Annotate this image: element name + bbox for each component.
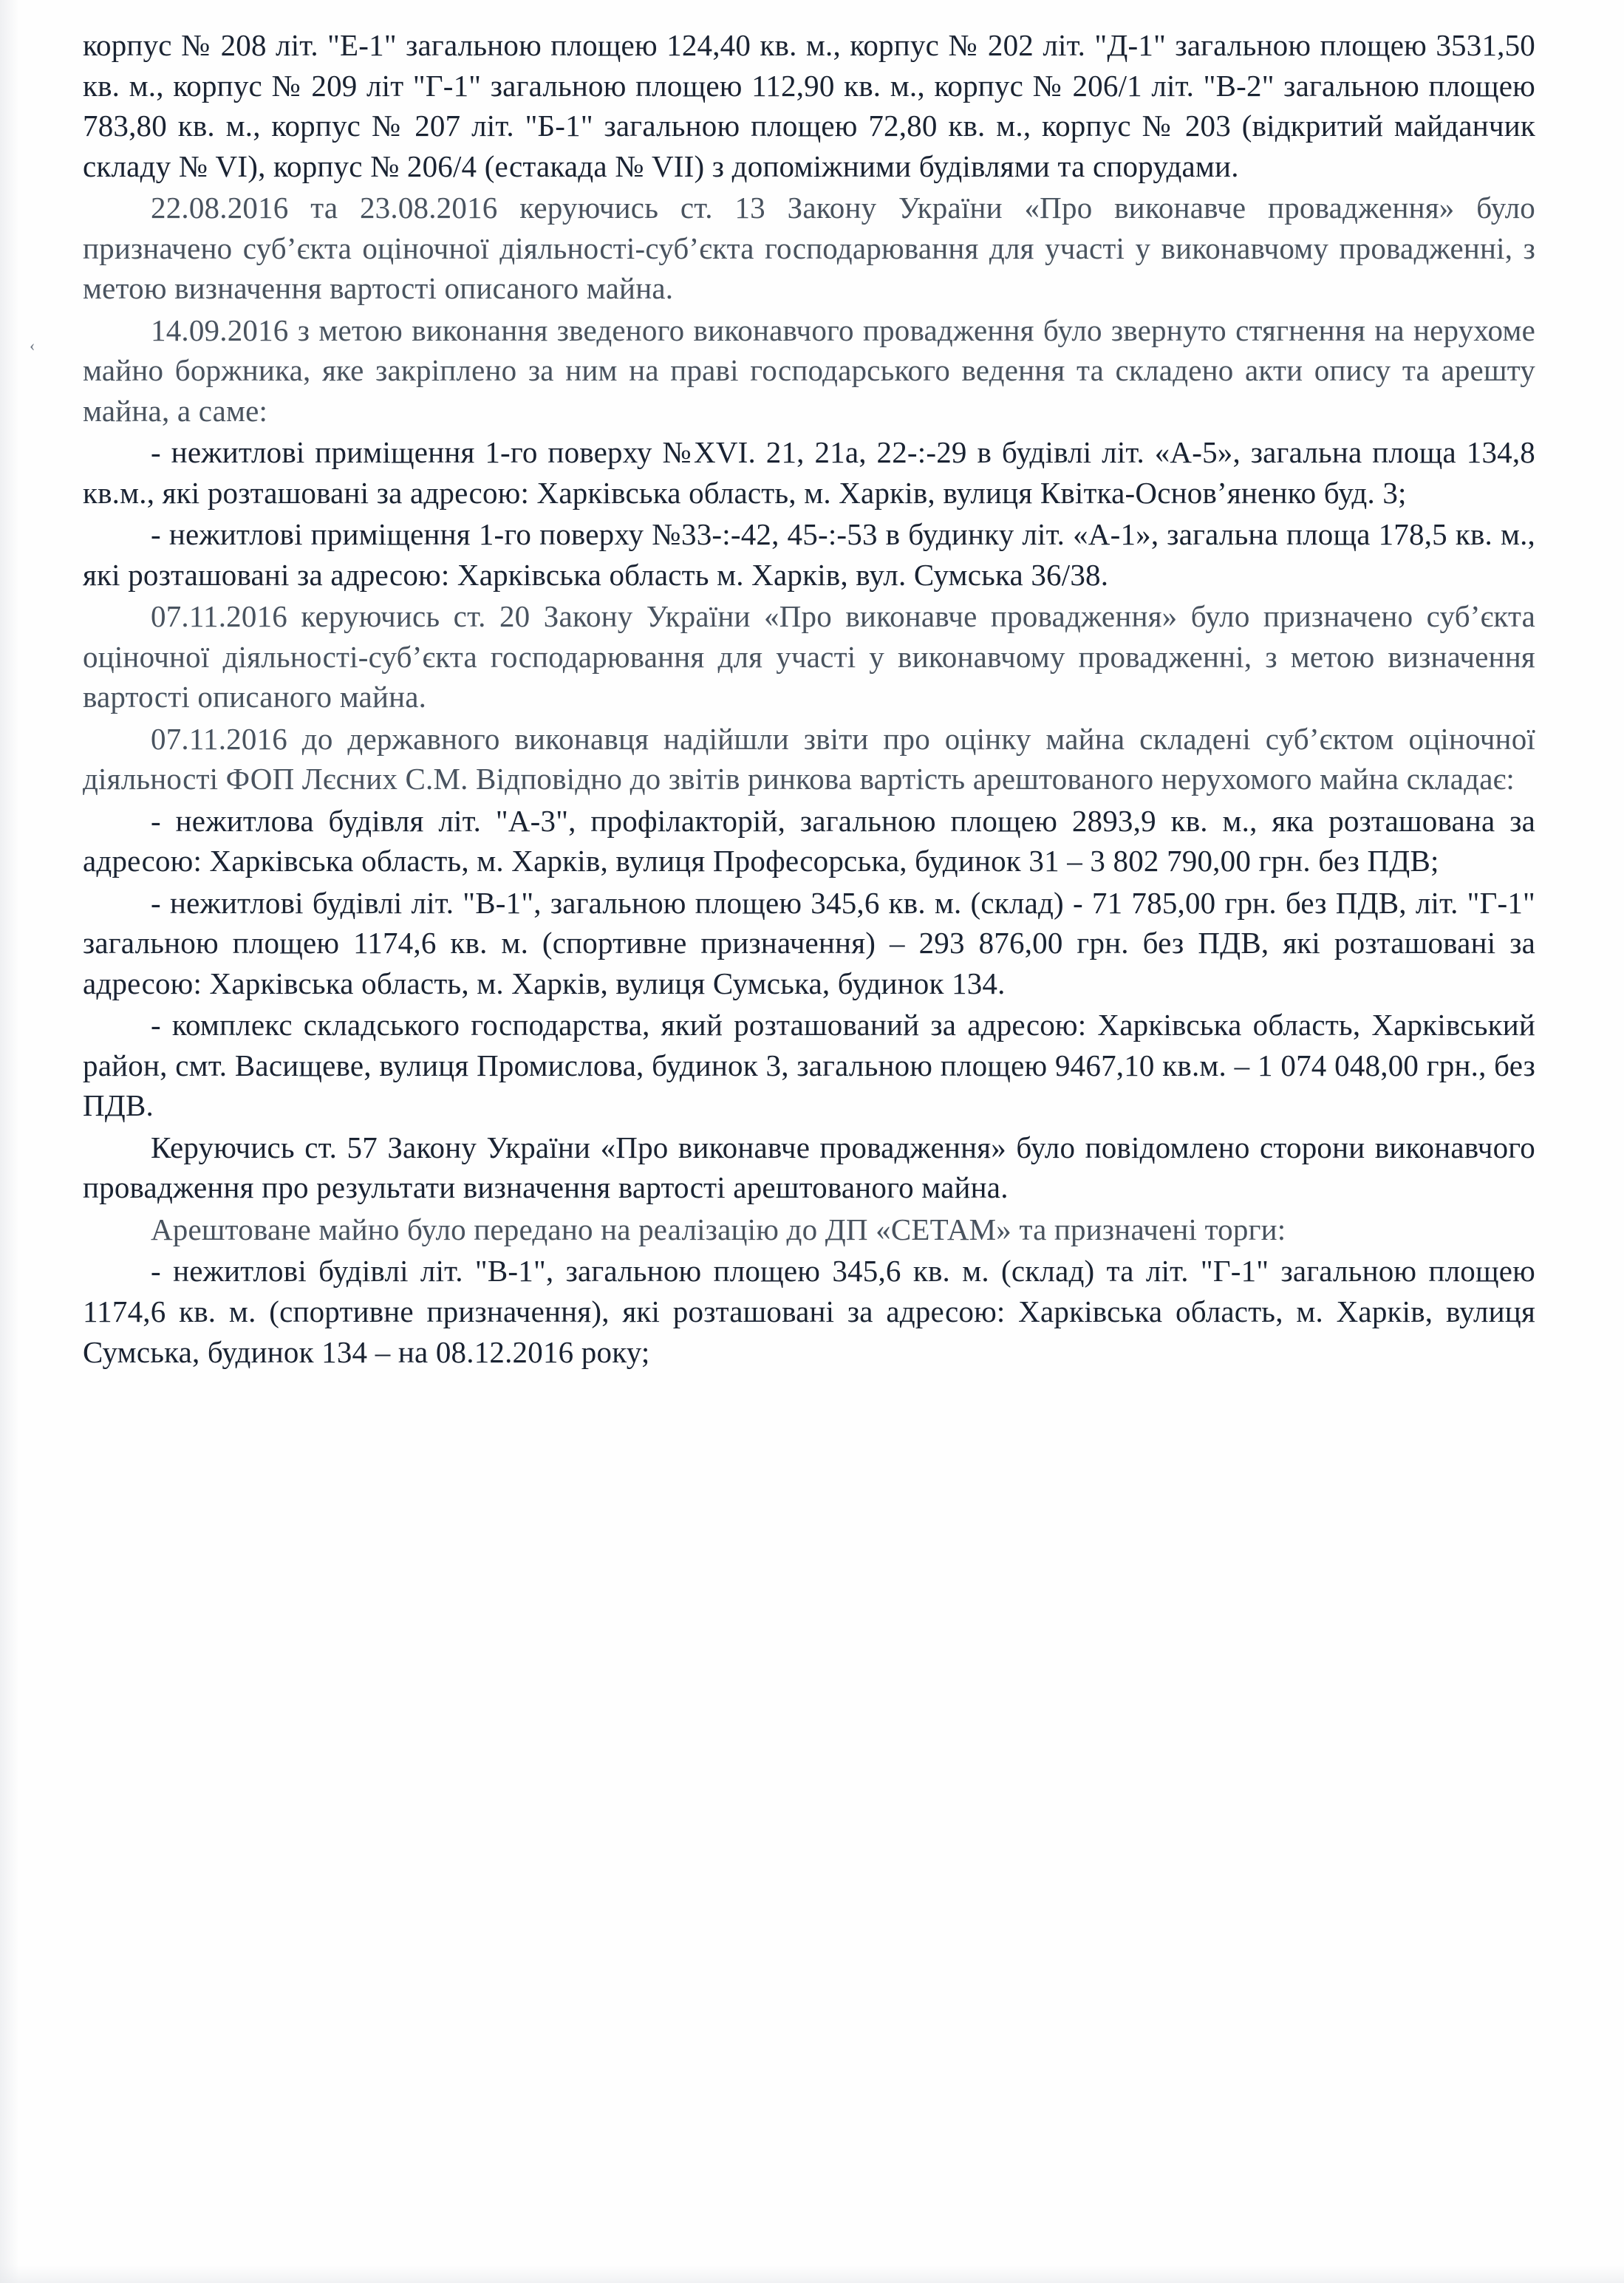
paragraph-setam-transfer: Арештоване майно було передано на реалізацію до ДП «СЕТАМ» та призначені торги: — [151, 1212, 1286, 1246]
page-edge-shadow-bottom — [0, 2265, 1624, 2283]
paragraph-2016-08-22: 22.08.2016 та 23.08.2016 керуючись ст. 13 Закону України «Про виконавче провадження» було призначено суб’єкта оціночної діяльності-суб’єкта господарювання для участі у виконавчому провадженні, з метою визначення вартості описаного майна. — [83, 191, 1535, 306]
list-item-property-a5: - нежитлові приміщення 1-го поверху №XVI. 21, 21а, 22-:-29 в будівлі літ. «А-5», загальна площа 134,8 кв.м., які розташовані за адресою: Харківська область, м. Харків, вулиця Квітка-Основ’яненко буд. 3; — [83, 435, 1535, 510]
margin-mark: ‹ — [30, 336, 35, 355]
paragraph-continuation: корпус № 208 літ. "Е-1" загальною площею 124,40 кв. м., корпус № 202 літ. "Д-1" загальною площею 3531,50 кв. м., корпус № 209 літ "Г-1" загальною площею 112,90 кв. м., корпус № 206/1 літ. "В-2" загальною площею 783,80 кв. м., корпус № 207 літ. "Б-1" загальною площею 72,80 кв. м., корпус № 203 (відкритий майданчик складу № VI), корпус № 206/4 (естакада № VII) з допоміжними будівлями та спорудами. — [83, 28, 1535, 183]
paragraph-2016-09-14: 14.09.2016 з метою виконання зведеного виконавчого провадження було звернуто стягнення на нерухоме майно боржника, яке закріплено за ним на праві господарського ведення та складено акти опису та арешту майна, а саме: — [83, 313, 1535, 428]
paragraph-2016-11-07-reports: 07.11.2016 до державного виконавця надійшли звіти про оцінку майна складені суб’єктом оціночної діяльності ФОП Лєсних С.М. Відповідно до звітів ринкова вартість арештованого нерухомого майна складає: — [83, 721, 1535, 796]
paragraph-2016-11-07-appointment: 07.11.2016 керуючись ст. 20 Закону України «Про виконавче провадження» було призначено суб’єкта оціночної діяльності-суб’єкта господарювання для участі у виконавчому провадженні, з метою визначення вартості описаного майна. — [83, 599, 1535, 714]
list-item-valuation-a3: - нежитлова будівля літ. "А-3", профілакторій, загальною площею 2893,9 кв. м., яка розташована за адресою: Харківська область, м. Харків, вулиця Професорська, будинок 31 – 3 802 790,00 грн. без ПДВ; — [83, 803, 1535, 878]
document-text-body — [83, 25, 1535, 1372]
list-item-valuation-warehouse-complex: - комплекс складського господарства, який розташований за адресою: Харківська область, Харківський район, смт. Васищеве, вулиця Промислова, будинок 3, загальною площею 9467,10 кв.м. – 1 074 048,00 грн., без ПДВ. — [83, 1008, 1535, 1123]
list-item-property-a1: - нежитлові приміщення 1-го поверху №33-:-42, 45-:-53 в будинку літ. «А-1», загальна площа 178,5 кв. м., які розташовані за адресою: Харківська область м. Харків, вул. Сумська 36/38. — [83, 517, 1535, 592]
list-item-auction-v1-g1: - нежитлові будівлі літ. "В-1", загальною площею 345,6 кв. м. (склад) та літ. "Г-1" загальною площею 1174,6 кв. м. (спортивне призначення), які розташовані за адресою: Харківська область, м. Харків, вулиця Сумська, будинок 134 – на 08.12.2016 року; — [83, 1254, 1535, 1369]
paragraph-article-57: Керуючись ст. 57 Закону України «Про виконавче провадження» було повідомлено сторони виконавчого провадження про результати визначення вартості арештованого майна. — [83, 1130, 1535, 1205]
page-edge-shadow-left — [0, 0, 19, 2283]
list-item-valuation-v1-g1: - нежитлові будівлі літ. "В-1", загальною площею 345,6 кв. м. (склад) - 71 785,00 грн. без ПДВ, літ. "Г-1" загальною площею 1174,6 кв. м. (спортивне призначення) – 293 876,00 грн. без ПДВ, які розташовані за адресою: Харківська область, м. Харків, вулиця Сумська, будинок 134. — [83, 885, 1535, 1000]
